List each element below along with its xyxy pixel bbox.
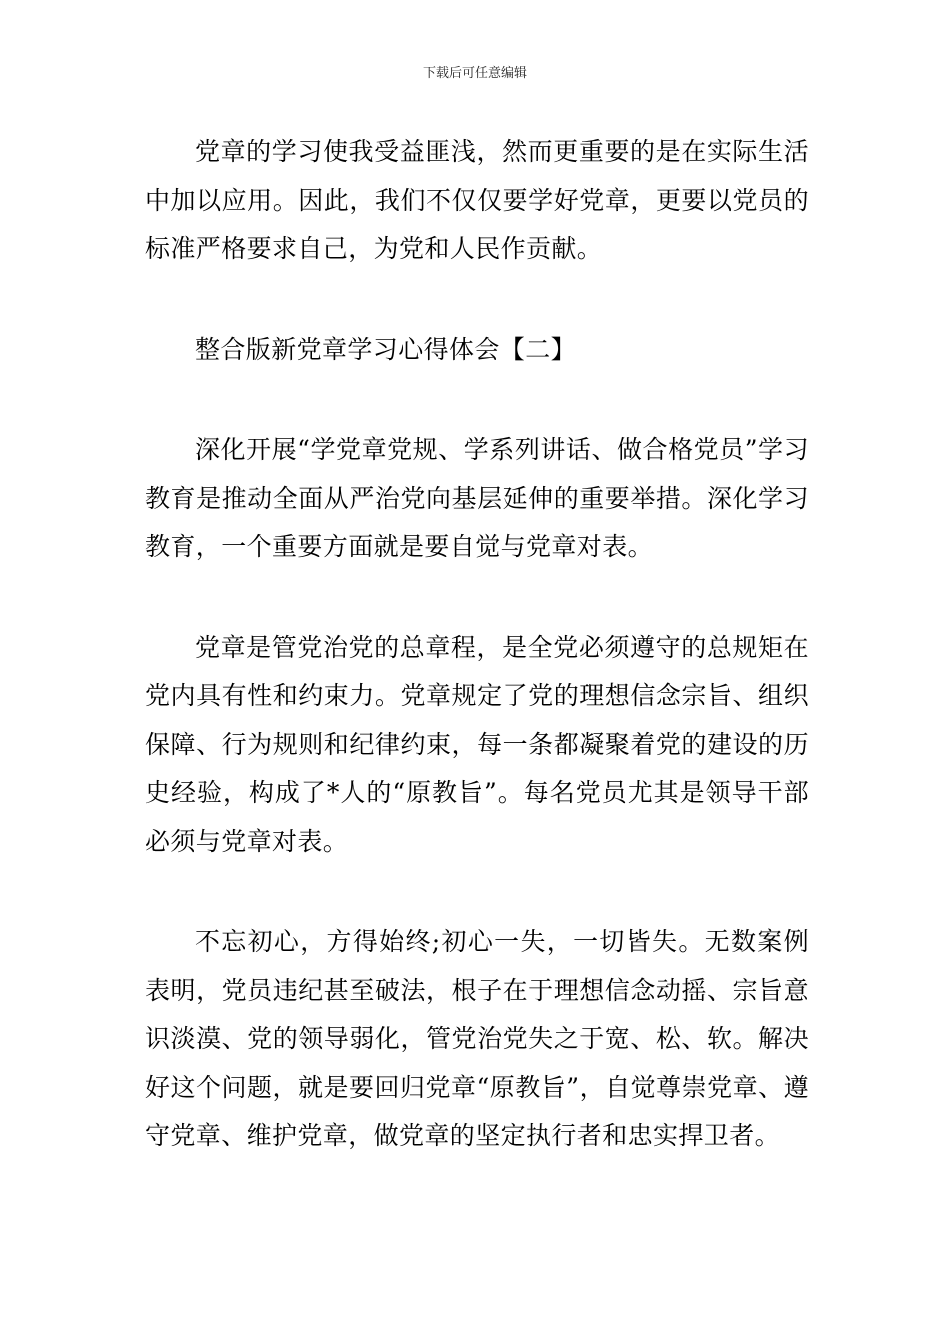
paragraph-gap <box>145 866 809 918</box>
section-heading: 整合版新党章学习心得体会【二】 <box>195 334 577 364</box>
paragraph-gap <box>145 374 809 426</box>
paragraph-2: 深化开展“学党章党规、学系列讲话、做合格党员”学习教育是推动全面从严治党向基层延伸的重要举措。深化学习教育，一个重要方面就是要自觉与党章对表。 <box>145 435 809 561</box>
paragraph-gap <box>145 572 809 624</box>
page-header-note: 下载后可任意编辑 <box>422 66 527 81</box>
paragraph-4: 不忘初心，方得始终;初心一失，一切皆失。无数案例表明，党员违纪甚至破法，根子在于理想信念动摇、宗旨意识淡漠、党的领导弱化，管党治党失之于宽、松、软。解决好这个问题，就是要回归党章“原教旨”，自觉尊崇党章、遵守党章、维护党章，做党章的坚定执行者和忠实捍卫者。 <box>145 927 809 1150</box>
paragraph-gap <box>145 274 809 326</box>
paragraph-1: 党章的学习使我受益匪浅，然而更重要的是在实际生活中加以应用。因此，我们不仅仅要学好党章，更要以党员的标准严格要求自己，为党和人民作贡献。 <box>145 137 809 263</box>
document-body <box>145 128 809 1161</box>
paragraph-3: 党章是管党治党的总章程，是全党必须遵守的总规矩在党内具有性和约束力。党章规定了党的理想信念宗旨、组织保障、行为规则和纪律约束，每一条都凝聚着党的建设的历史经验，构成了*人的“原教旨”。每名党员尤其是领导干部必须与党章对表。 <box>145 632 809 856</box>
